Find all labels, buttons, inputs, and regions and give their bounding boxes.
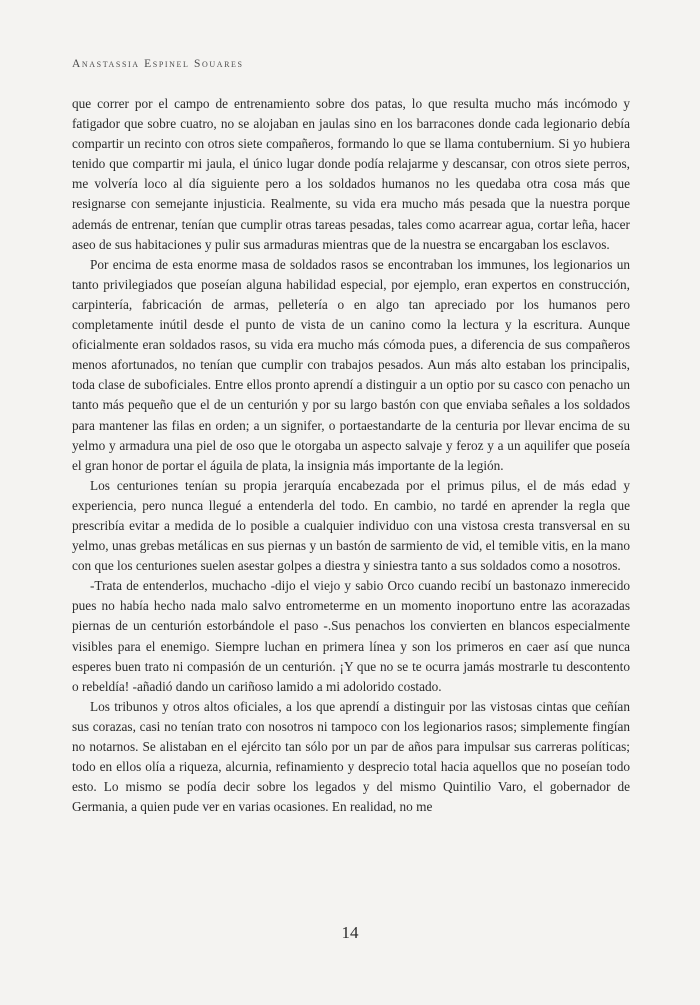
- paragraph-1: que correr por el campo de entrenamiento sobre dos patas, lo que resulta mucho más incómodo y fatigador que sobre cuatro, no se alojaban en jaulas sino en los barracones donde cada legionario debía compartir un recinto con otros siete compañeros, formando lo que se llama contubernium. Si yo hubiera tenido que compartir mi jaula, el único lugar donde podía relajarme y descansar, con otros siete perros, me volvería loco al día siguiente pero a los soldados humanos no les quedaba otra cosa más que resignarse con semejante injusticia. Realmente, su vida era mucho más pesada que la nuestra porque además de entrenar, tenían que cumplir otras tareas pesadas, tales como acarrear agua, cortar leña, hacer aseo de sus habitaciones y pulir sus armaduras mientras que de la nuestra se encargaban los esclavos.: [72, 96, 630, 252]
- running-head-author: Anastassia Espinel Souares: [72, 58, 244, 70]
- page-number: 14: [341, 923, 359, 942]
- body-text: [72, 94, 630, 817]
- paragraph-4: -Trata de entenderlos, muchacho -dijo el viejo y sabio Orco cuando recibí un bastonazo inmerecido pues no había hecho nada malo salvo entrometerme en un momento inoportuno entre las acorazadas piernas de un centurión estorbándole el paso -.Sus penachos los convierten en blancos especialmente visibles para el enemigo. Siempre luchan en primera línea y son los primeros en caer así que nunca esperes buen trato ni compasión de un centurión. ¡Y que no se te ocurra jamás mostrarle tu descontento o rebeldía! -añadió dando un cariñoso lamido a mi adolorido costado.: [72, 578, 630, 694]
- paragraph-2: Por encima de esta enorme masa de soldados rasos se encontraban los immunes, los legionarios un tanto privilegiados que poseían alguna habilidad especial, por ejemplo, eran expertos en construcción, carpintería, fabricación de armas, pelletería o en algo tan apreciado por los humanos pero completamente inútil desde el punto de vista de un canino como la lectura y la escritura. Aunque oficialmente eran soldados rasos, su vida era mucho más cómoda pues, a diferencia de sus compañeros menos afortunados, no tenían que cumplir con trabajos pesados. Aun más alto estaban los principalis, toda clase de suboficiales. Entre ellos pronto aprendí a distinguir a un optio por su casco con penacho un tanto más pequeño que el de un centurión y por su largo bastón con que enviaba señales a los soldados para mantener las filas en orden; a un signifer, o portaestandarte de la centuria por llevar encima de su yelmo y armadura una piel de oso que le otorgaba un aspecto salvaje y feroz y a un aquilifer que poseía el gran honor de portar el águila de plata, la insignia más importante de la legión.: [72, 256, 630, 473]
- paragraph-5: Los tribunos y otros altos oficiales, a los que aprendí a distinguir por las vistosas cintas que ceñían sus corazas, casi no tenían trato con nosotros ni tampoco con los legionarios rasos; simplemente fingían no notarnos. Se alistaban en el ejército tan sólo por un par de años para impulsar sus carreras políticas; todo en ellos olía a riqueza, alcurnia, refinamiento y desprecio total hacia aquellos que no poseían todo esto. Lo mismo se podía decir sobre los legados y del mismo Quintilio Varo, el gobernador de Germania, a quien pude ver en varias ocasiones. En realidad, no me: [72, 698, 630, 815]
- paragraph-3: Los centuriones tenían su propia jerarquía encabezada por el primus pilus, el de más edad y experiencia, pero nunca llegué a entenderla del todo. En cambio, no tardé en aprender la regla que prescribía evitar a medida de lo posible a cualquier individuo con una vistosa cresta transversal en su yelmo, unas grebas metálicas en sus piernas y un bastón de sarmiento de vid, el temible vitis, en la mano con que los centuriones suelen asestar golpes a diestra y siniestra tanto a sus soldados como a nosotros.: [72, 477, 630, 574]
